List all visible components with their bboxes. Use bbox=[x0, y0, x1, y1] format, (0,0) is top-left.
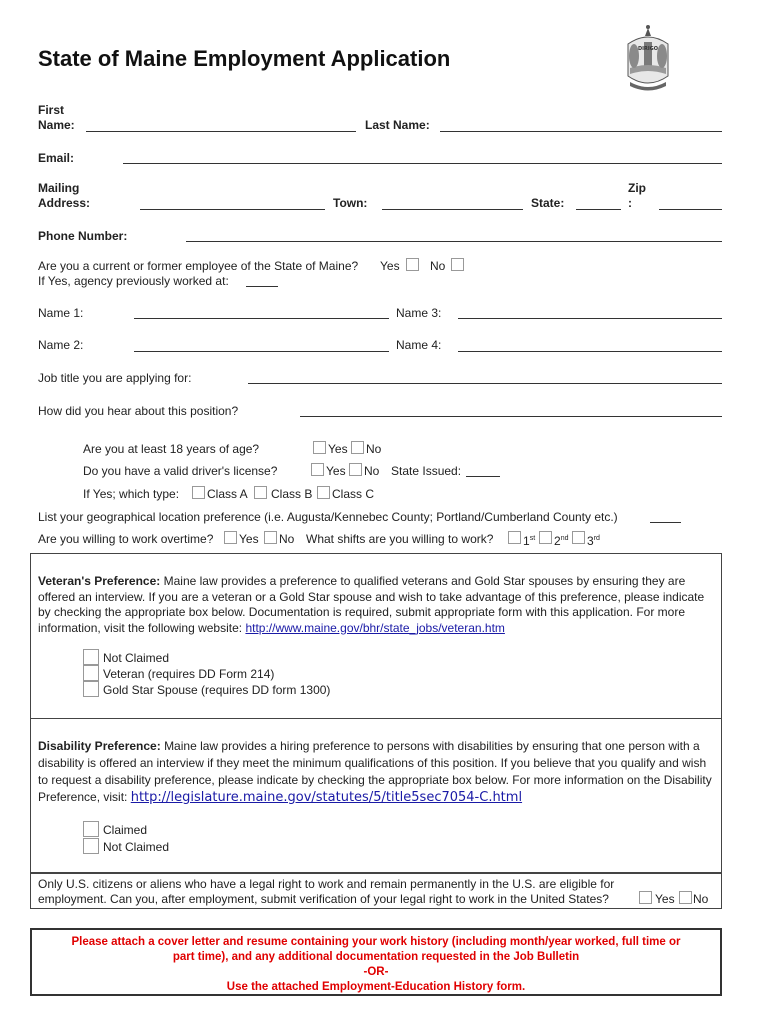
name2-field[interactable] bbox=[134, 351, 389, 352]
email-field[interactable] bbox=[123, 163, 722, 164]
notice-line-2: part time), and any additional documentation requested in the Job Bulletin bbox=[172, 951, 580, 963]
page-title: State of Maine Employment Application bbox=[38, 46, 451, 71]
shift-2-label: 2nd bbox=[554, 534, 569, 548]
state-label: State: bbox=[531, 196, 565, 210]
geo-field[interactable] bbox=[650, 522, 681, 523]
license-question: Do you have a valid driver's license? bbox=[83, 464, 278, 478]
hear-question: How did you hear about this position? bbox=[38, 404, 239, 418]
veteran-claimed-checkbox[interactable] bbox=[83, 665, 99, 681]
current-employee-yes-label: Yes bbox=[380, 259, 400, 273]
state-issued-field[interactable] bbox=[466, 476, 500, 477]
phone-field[interactable] bbox=[186, 241, 722, 242]
citizenship-no-checkbox[interactable] bbox=[679, 891, 692, 904]
shifts-question: What shifts are you willing to work? bbox=[306, 532, 494, 546]
overtime-no-checkbox[interactable] bbox=[264, 531, 277, 544]
last-name-field[interactable] bbox=[440, 131, 722, 132]
zip-label-1: Zip bbox=[628, 181, 646, 195]
overtime-no-label: No bbox=[279, 532, 295, 546]
agency-question: If Yes, agency previously worked at: bbox=[38, 274, 229, 288]
attachment-notice-box bbox=[30, 928, 722, 996]
current-employee-no-checkbox[interactable] bbox=[451, 258, 464, 271]
age-question: Are you at least 18 years of age? bbox=[83, 442, 260, 456]
veteran-link[interactable]: http://www.maine.gov/bhr/state_jobs/veteran.htm bbox=[245, 620, 505, 635]
agency-field[interactable] bbox=[246, 286, 278, 287]
shift-3-checkbox[interactable] bbox=[572, 531, 585, 544]
shift-3-label: 3rd bbox=[587, 534, 600, 548]
job-title-field[interactable] bbox=[248, 383, 722, 384]
age-yes-checkbox[interactable] bbox=[313, 441, 326, 454]
shift-1-label: 1st bbox=[523, 534, 536, 548]
phone-label: Phone Number: bbox=[38, 229, 128, 243]
hear-field[interactable] bbox=[300, 416, 722, 417]
current-employee-question: Are you a current or former employee of the State of Maine? bbox=[38, 259, 359, 273]
disability-claimed-checkbox[interactable] bbox=[83, 821, 99, 837]
disability-heading: Disability Preference: bbox=[38, 739, 161, 753]
veteran-not-claimed-label: Not Claimed bbox=[103, 651, 170, 665]
license-class-question: If Yes; which type: bbox=[83, 487, 180, 501]
class-a-checkbox[interactable] bbox=[192, 486, 205, 499]
class-c-label: Class C bbox=[332, 487, 375, 501]
license-yes-checkbox[interactable] bbox=[311, 463, 324, 476]
state-field[interactable] bbox=[576, 209, 621, 210]
veteran-heading: Veteran's Preference: bbox=[38, 574, 161, 588]
disability-text: Maine law provides a hiring preference to persons with disabilities by ensuring that one person with a disability is offered an interview if they meet the minimum qualifications of this position. If you believe that you qualify and wish to request a disability preference, please indicate by checking the appropriate box below. For more information on the Disability Preference, visit: bbox=[38, 739, 712, 804]
svg-text:DIRIGO: DIRIGO bbox=[637, 46, 659, 52]
disability-claimed-label: Claimed bbox=[103, 823, 148, 837]
name2-label: Name 2: bbox=[38, 338, 84, 352]
license-no-checkbox[interactable] bbox=[349, 463, 362, 476]
notice-line-3: -OR- bbox=[363, 966, 389, 978]
overtime-yes-checkbox[interactable] bbox=[224, 531, 237, 544]
overtime-question: Are you willing to work overtime? bbox=[38, 532, 214, 546]
citizenship-no-label: No bbox=[693, 892, 709, 906]
notice-line-4: Use the attached Employment-Education History form. bbox=[226, 981, 526, 993]
name4-label: Name 4: bbox=[396, 338, 442, 352]
name3-field[interactable] bbox=[458, 318, 722, 319]
name1-label: Name 1: bbox=[38, 306, 84, 320]
name3-label: Name 3: bbox=[396, 306, 442, 320]
citizenship-yes-checkbox[interactable] bbox=[639, 891, 652, 904]
zip-label-2: : bbox=[628, 196, 632, 210]
first-name-field[interactable] bbox=[86, 131, 356, 132]
last-name-label: Last Name: bbox=[365, 118, 430, 132]
age-yes-label: Yes bbox=[328, 442, 348, 456]
mailing-label-1: Mailing bbox=[38, 181, 80, 195]
class-b-checkbox[interactable] bbox=[254, 486, 267, 499]
disability-text-block bbox=[38, 738, 718, 806]
gold-star-label: Gold Star Spouse (requires DD form 1300) bbox=[103, 683, 331, 697]
town-field[interactable] bbox=[382, 209, 523, 210]
shift-1-checkbox[interactable] bbox=[508, 531, 521, 544]
citizenship-text: Only U.S. citizens or aliens who have a legal right to work and remain permanently in the U.S. are eligible for employment. Can you, after employment, submit verification of your legal right to work in the United States? bbox=[38, 877, 615, 906]
class-c-checkbox[interactable] bbox=[317, 486, 330, 499]
current-employee-no-label: No bbox=[430, 259, 446, 273]
shift-2-checkbox[interactable] bbox=[539, 531, 552, 544]
zip-field[interactable] bbox=[659, 209, 722, 210]
state-issued-label: State Issued: bbox=[391, 464, 462, 478]
geo-question: List your geographical location preference (i.e. Augusta/Kennebec County; Portland/Cumberland County etc.) bbox=[38, 510, 618, 524]
class-b-label: Class B bbox=[271, 487, 313, 501]
veteran-claimed-label: Veteran (requires DD Form 214) bbox=[103, 667, 275, 681]
disability-not-claimed-label: Not Claimed bbox=[103, 840, 170, 854]
age-no-checkbox[interactable] bbox=[351, 441, 364, 454]
mailing-address-field[interactable] bbox=[140, 209, 325, 210]
citizenship-yes-label: Yes bbox=[655, 892, 675, 906]
disability-not-claimed-checkbox[interactable] bbox=[83, 838, 99, 854]
notice-line-1: Please attach a cover letter and resume containing your work history (including month/year worked, full time or bbox=[71, 936, 681, 948]
disability-link[interactable]: http://legislature.maine.gov/statutes/5/title5sec7054-C.html bbox=[130, 790, 523, 805]
current-employee-yes-checkbox[interactable] bbox=[406, 258, 419, 271]
class-a-label: Class A bbox=[207, 487, 248, 501]
first-name-label-1: First bbox=[38, 103, 65, 117]
mailing-label-2: Address: bbox=[38, 196, 91, 210]
town-label: Town: bbox=[333, 196, 368, 210]
license-no-label: No bbox=[364, 464, 380, 478]
veteran-text: Maine law provides a preference to qualified veterans and Gold Star spouses by ensuring they are offered an interview. If you are a veteran or a Gold Star spouse and wish to take advantage of this preference, please indicate by checking the appropriate box below. Documentation is required, submit appropriate form with this application. For more information, visit the following website: bbox=[38, 574, 705, 635]
name4-field[interactable] bbox=[458, 351, 722, 352]
license-yes-label: Yes bbox=[326, 464, 346, 478]
veteran-not-claimed-checkbox[interactable] bbox=[83, 649, 99, 665]
state-seal bbox=[618, 24, 678, 94]
age-no-label: No bbox=[366, 442, 382, 456]
email-label: Email: bbox=[38, 151, 75, 165]
gold-star-checkbox[interactable] bbox=[83, 681, 99, 697]
veteran-text-block bbox=[38, 574, 716, 636]
name1-field[interactable] bbox=[134, 318, 389, 319]
job-title-question: Job title you are applying for: bbox=[38, 371, 192, 385]
first-name-label-2: Name: bbox=[38, 118, 75, 132]
overtime-yes-label: Yes bbox=[239, 532, 259, 546]
